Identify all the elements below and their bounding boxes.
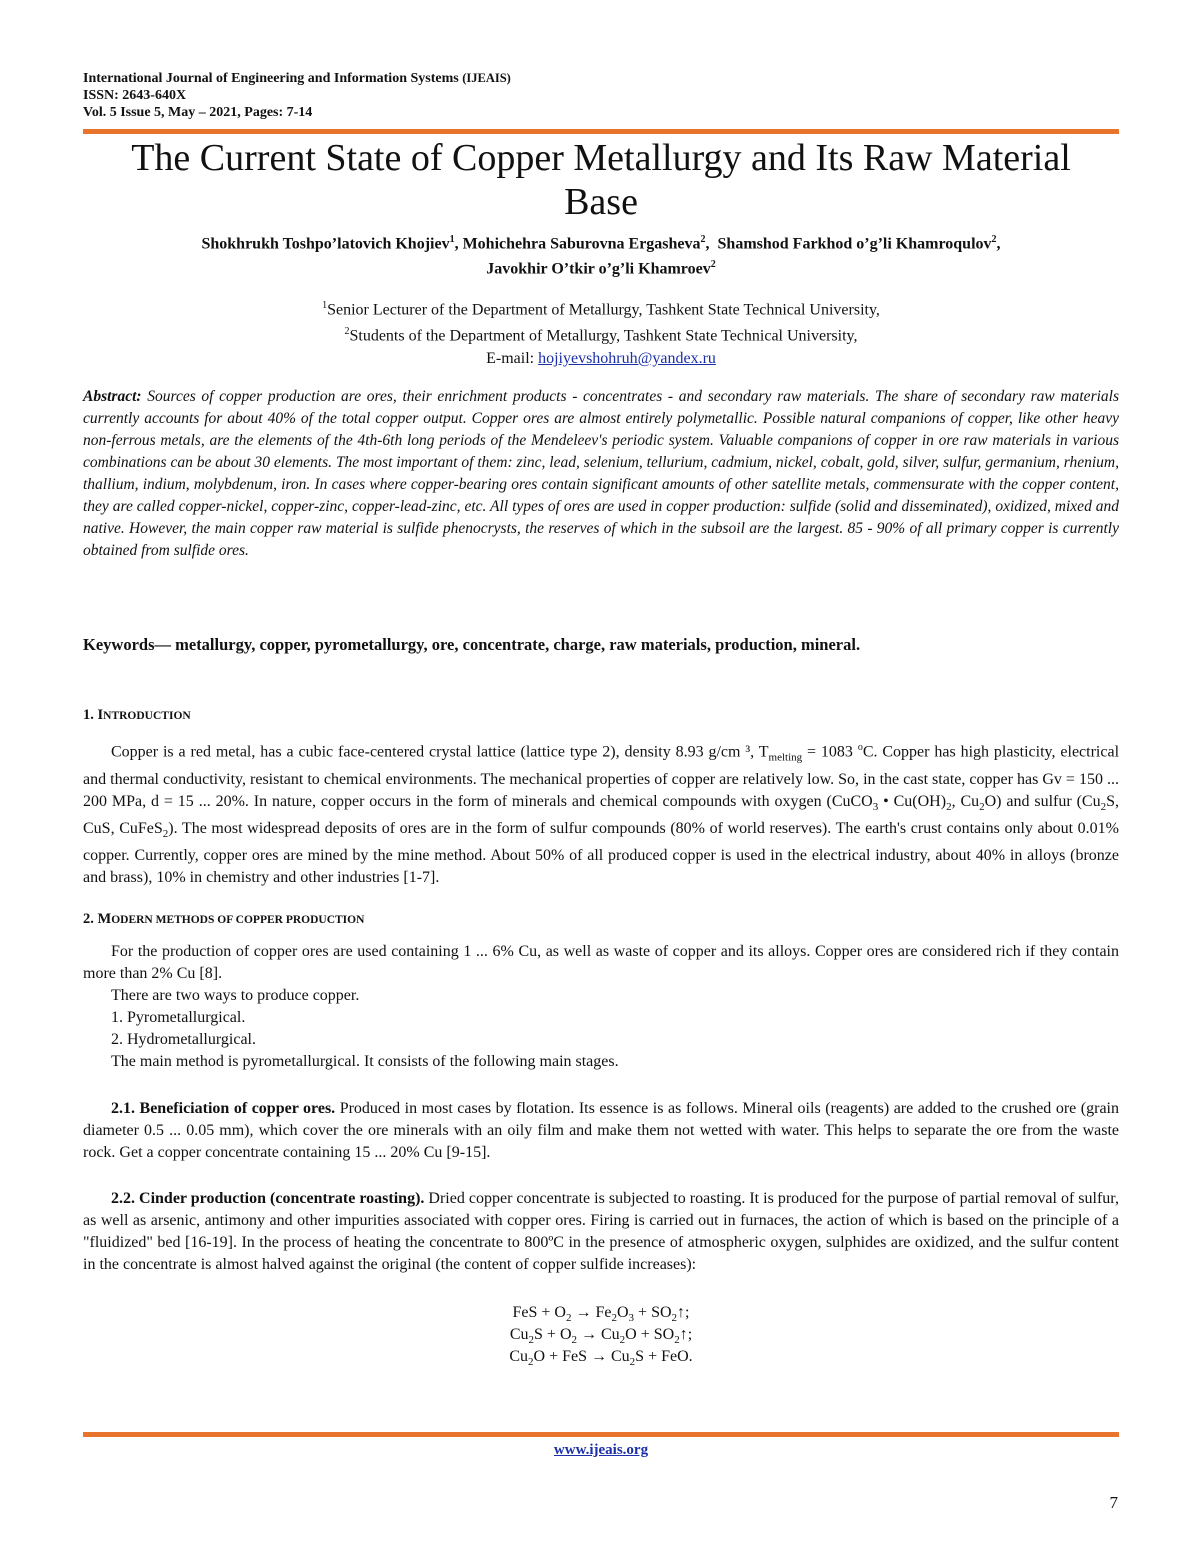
website-link[interactable]: www.ijeais.org [553,1442,649,1458]
eq-sub: 2 [674,1334,680,1347]
journal-name-line [83,70,511,87]
subscript: 2 [979,800,985,813]
section-heading-modern-methods [83,909,364,930]
text-run: For the production of copper ores are used containing 1 ... 6% Cu, as well as waste of copper and its alloys. Copper ores are considered rich if they contain more than 2% Cu [8]. [83,943,1119,982]
text-run: C. Copper has high plasticity, electrical and thermal conductivity, resistant to chemical environments. The mechanical properties of copper are relatively low. So, in the cast state, copper has Gv = 150 ... 200 MPa, d = 15 ... 20%. In nature, copper occurs in the form of minerals and chemical compounds with oxygen (CuCO [83,743,1120,810]
text-run: O) and sulfur (Cu [984,792,1101,810]
author-name: Javokhir O’tkir o’g’li Khamroev [486,260,711,278]
author-affil-mark: 2 [700,234,706,245]
author-name: Shamshod Farkhod o’g’li Khamroqulov [717,235,992,253]
affiliation-1 [83,295,1119,321]
section-number: 1. [83,707,98,723]
list-intro-line: There are two ways to produce copper. [111,987,360,1004]
author-affil-mark: 2 [710,259,716,271]
eq-run: FeS + O [512,1304,566,1321]
author-affil-mark: 1 [449,234,455,245]
eq-run: ↑; [679,1326,693,1343]
journal-name: International Journal of Engineering and Information Systems [83,71,459,86]
eq-run: Cu [509,1348,529,1365]
footer [83,1442,1119,1459]
title-line-1: The Current State of Copper Metallurgy and Its Raw Material [131,137,1071,179]
journal-header [83,70,511,121]
eq-sub: 2 [571,1334,577,1347]
footer-rule [83,1432,1119,1437]
eq-run: O [616,1304,629,1321]
eq-sub: 3 [628,1312,635,1325]
author-name: Mohichehra Saburovna Ergasheva [462,235,701,253]
cinder-paragraph [83,1188,1119,1276]
affil-mark: 2 [344,326,350,338]
journal-abbr: (IJEAIS) [462,71,511,85]
subscript: melting [768,751,803,764]
production-paragraph [83,941,1119,985]
subscript: 2 [162,827,169,840]
abstract-label: Abstract: [83,388,142,405]
eq-sub: 2 [671,1312,678,1325]
section-title-initial: M [97,911,112,927]
abstract [83,386,1119,562]
eq-run: S + FeO. [635,1348,693,1365]
email-line [83,348,1119,370]
eq-sub: 2 [611,1312,617,1325]
text-run: Copper is a red metal, has a cubic face-centered crystal lattice (lattice type 2), density 8.93 g/cm ³, T [111,743,769,761]
eq-run: O + SO [625,1326,675,1343]
journal-issn: ISSN: 2643-640X [83,88,187,103]
email-link[interactable]: hojiyevshohruh@yandex.ru [538,349,716,367]
subsection-label: 2.1. Beneficiation of copper ores. [111,1100,336,1117]
eq-run: ↑; [677,1304,690,1321]
equation-3 [83,1346,1119,1373]
eq-run: O + FeS → Cu [533,1348,630,1365]
section-heading-introduction [83,705,191,726]
page-number: 7 [1109,1493,1118,1512]
section-number: 2. [83,911,98,927]
eq-run: + SO [634,1304,672,1321]
affil-mark: 1 [322,300,328,311]
subscript: 2 [946,800,952,813]
author-list [83,229,1119,280]
header-rule [83,129,1119,134]
subscript: 2 [1100,800,1107,813]
author-affil-mark: 2 [991,234,997,245]
text-run: ). The most widespread deposits of ores are in the form of sulfur compounds (80% of world reserves). The earth's crust contains only about 0.01% copper. Currently, copper ores are mined by the mine method. About 50% of all produced copper is used in the electrical industry, about 40% in alloys (bronze and brass), 10% in chemistry and other industries [1-7]. [83,819,1120,886]
author-line-2 [83,254,1119,279]
affiliation-2 [83,321,1119,347]
affil-text: Senior Lecturer of the Department of Metallurgy, Tashkent State Technical University, [327,301,880,319]
paper-title [83,136,1119,224]
eq-sub: 2 [619,1334,626,1347]
eq-sub: 2 [528,1356,534,1369]
eq-sub: 2 [565,1312,572,1325]
section-title-rest: ODERN METHODS OF COPPER PRODUCTION [111,914,365,926]
subsection-label: 2.2. Cinder production (concentrate roasting). [111,1190,425,1207]
affil-text: Students of the Department of Metallurgy, Tashkent State Technical University, [349,327,858,345]
author-name: Shokhrukh Toshpo’latovich Khojiev [201,235,450,253]
eq-run: Cu [509,1326,529,1343]
eq-sub: 2 [629,1356,636,1369]
section-title-initial: I [97,707,104,723]
eq-run: S + O [534,1326,572,1343]
text-run: Dried copper concentrate is subjected to roasting. It is produced for the purpose of partial removal of sulfur, as well as arsenic, antimony and other impurities associated with copper ores. Firing is carried out in furnaces, the action of which is based on the principle of a "fluidized" bed [16-19]. In the process of heating the concentrate to 800ºC in the presence of atmospheric oxygen, sulphides are oxidized, and the sulfur content in the concentrate is almost halved against the original (the content of copper sulfide increases): [83,1190,1119,1273]
abstract-text: Sources of copper production are ores, their enrichment products - concentrates - and secondary raw materials. The share of secondary raw materials currently accounts for about 40% of the total copper output. Copper ores are almost entirely polymetallic. Possible natural companions of copper, like other heavy non-ferrous metals, are the elements of the 4th-6th long periods of the Mendeleev's periodic system. Valuable companions of copper in ore raw materials in various combinations can be about 30 elements. The most important of them: zinc, lead, selenium, tellurium, cadmium, nickel, cobalt, gold, silver, sulfur, germanium, rhenium, thallium, indium, molybdenum, iron. In cases where copper-bearing ores contain significant amounts of other satellite metals, commensurate with the copper content, they are called copper-nickel, copper-zinc, copper-lead-zinc, etc. All types of ores are used in copper production: sulfide (solid and disseminated), oxidized, mixed and native. However, the main copper raw material is sulfide phenocrysts, the reserves of which in the subsoil are the largest. 85 - 90% of all primary copper is currently obtained from sulfide ores. [83,388,1119,559]
text-run: Produced in most cases by flotation. Its essence is as follows. Mineral oils (reagents) are added to the crushed ore (grain diameter 0.5 ... 0.05 mm), which cover the ore minerals with an oily film and make them not wetted with water. This helps to separate the ore from the waste rock. Get a copper concentrate containing 15 ... 20% Cu [9-15]. [83,1100,1119,1161]
main-method-line: The main method is pyrometallurgical. It consists of the following main stages. [111,1053,619,1070]
text-run: = 1083 [802,743,858,761]
author-line-1: Shokhrukh Toshpo’latovich Khojiev$^1$, Mohichehra Saburovna Ergasheva$^2$, Shamshod Farkhod o’g’li Khamroqulov$^2$, [201,234,1001,253]
list-item-hydro: 2. Hydrometallurgical. [111,1031,256,1048]
introduction-paragraph [83,737,1119,889]
superscript: o [857,742,863,753]
eq-run: → Fe [571,1304,612,1321]
list-item-pyro: 1. Pyrometallurgical. [111,1009,246,1026]
affiliations [83,295,1119,370]
title-line-2: Base [564,181,638,223]
eq-run: → Cu [577,1326,620,1343]
text-run: • Cu(OH) [878,792,947,810]
email-label: E-mail: [486,349,539,367]
journal-volume: Vol. 5 Issue 5, May – 2021, Pages: 7-14 [83,105,313,120]
text-run: S, CuS, CuFeS [83,792,1120,837]
text-run: , Cu [951,792,980,810]
eq-sub: 2 [528,1334,535,1347]
subscript: 3 [872,800,879,813]
beneficiation-paragraph [83,1098,1119,1164]
keywords: Keywords— metallurgy, copper, pyrometallurgy, ore, concentrate, charge, raw materials, production, mineral. [83,635,861,654]
section-title-rest: NTRODUCTION [103,710,191,722]
